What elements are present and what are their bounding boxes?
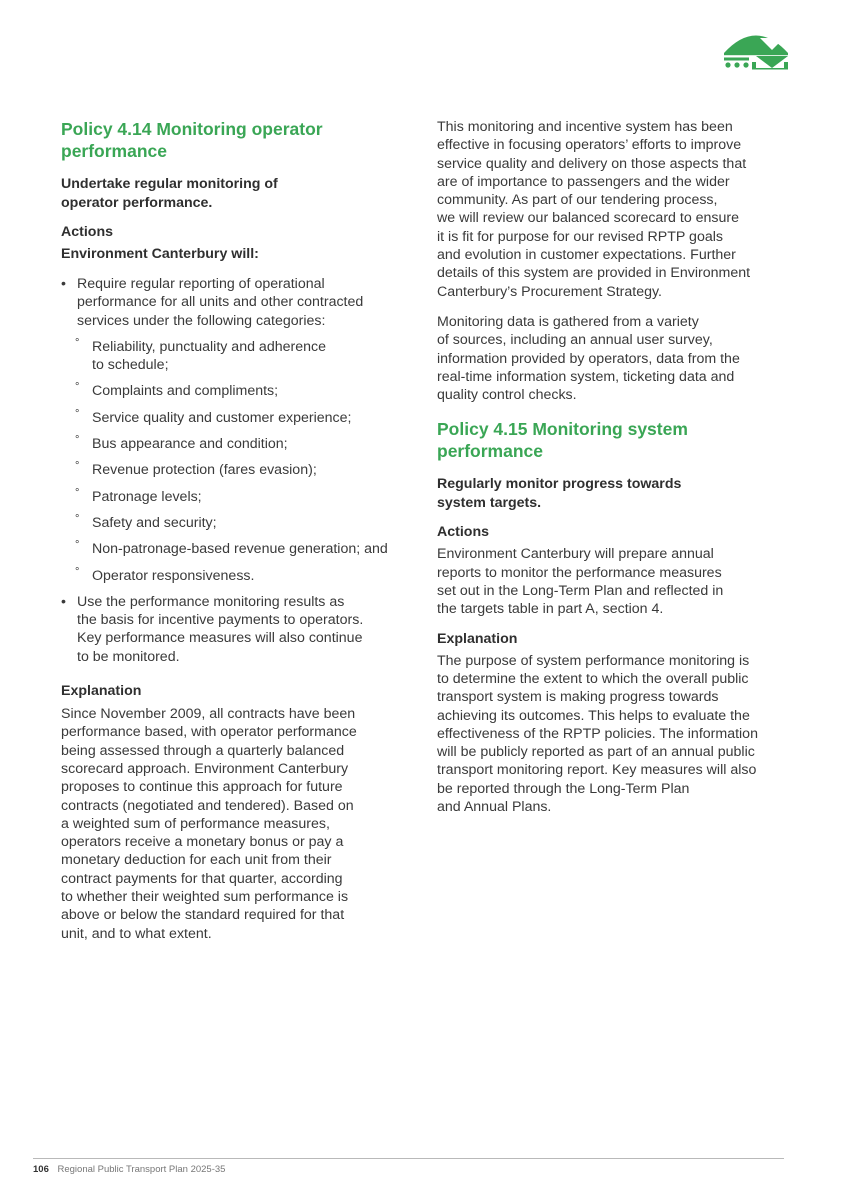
bus-tree-logo-icon <box>722 26 790 70</box>
sub-list-item: ° Reliability, punctuality and adherence to schedule; <box>61 338 406 375</box>
actions-intro: Environment Canterbury will: <box>61 246 259 262</box>
sub-bullet-marker: ° <box>75 336 80 349</box>
sub-list-item: ° Operator responsiveness. <box>61 567 406 585</box>
policy-4-14-heading: Policy 4.14 Monitoring operator performance <box>61 119 323 161</box>
sub-list-item: ° Bus appearance and condition; <box>61 435 406 453</box>
policy-4-15-lead: Regularly monitor progress towards system targets. <box>437 476 682 511</box>
sub-bullet-marker: ° <box>75 460 80 473</box>
policy-4-15-heading: Policy 4.15 Monitoring system performance <box>437 419 688 462</box>
sub-bullet-marker: ° <box>75 486 80 499</box>
sub-bullet-marker: ° <box>75 407 80 420</box>
explanation-heading: Explanation <box>437 630 518 647</box>
footer-divider <box>33 1158 784 1159</box>
actions-paragraph: Environment Canterbury will prepare annual reports to monitor the performance measures set out in the Long-Term Plan and reflected in the targets table in part A, section 4. <box>437 546 724 618</box>
page-number: 106 <box>33 1164 49 1175</box>
sub-list-item: ° Safety and security; <box>61 514 406 532</box>
explanation-paragraph: The purpose of system performance monitoring is to determine the extent to which the overall public transport system is making progress towards achieving its outcomes. This helps to evaluate the effectiveness of the RPTP policies. The information will be publicly reported as part of an annual public transport monitoring report. Key measures will also be reported through the Long-Term Plan and Annual Plans. <box>437 652 758 816</box>
actions-heading: Actions <box>61 224 114 240</box>
incentive-paragraph: This monitoring and incentive system has been effective in focusing operators’ efforts to improve service quality and delivery on those aspects that are of importance to passengers and the wider community. As part of our tendering process, we will review our balanced scorecard to ensure it is fit for purpose for our revised RPTP goals and evolution in customer expectations. Further details of this system are provided in Environment Canterbury’s Procurement Strategy. <box>437 119 751 300</box>
sub-list-item: ° Non-patronage-based revenue generation; and <box>61 540 406 558</box>
sub-bullet-marker: ° <box>75 512 80 525</box>
monitoring-data-paragraph: Monitoring data is gathered from a variety of sources, including an annual user survey, information provided by operators, data from the real-time information system, ticketing data and quality control checks. <box>437 313 740 404</box>
document-title: Regional Public Transport Plan 2025-35 <box>57 1164 226 1175</box>
list-item: • Use the performance monitoring results as the basis for incentive payments to operators. Key performance measures will also continue to be monitored. <box>61 593 364 665</box>
page-footer <box>33 1164 225 1175</box>
policy-4-14-lead: Undertake regular monitoring of operator performance. <box>61 176 278 211</box>
bullet-marker: • <box>61 593 66 610</box>
sub-bullet-marker: ° <box>75 434 80 447</box>
explanation-paragraph: Since November 2009, all contracts have been performance based, with operator performance being assessed through a quarterly balanced scorecard approach. Environment Canterbury proposes to continue this approach for future contracts (negotiated and tendered). Based on a weighted sum of performance measures, operators receive a monetary bonus or pay a monetary deduction for each unit from their contract payments for that quarter, according to whether their weighted sum performance is above or below the standard required for that unit, and to what extent. <box>61 706 357 942</box>
bullet-marker: • <box>61 276 66 292</box>
sub-list-item: ° Revenue protection (fares evasion); <box>61 461 406 479</box>
sub-bullet-marker: ° <box>75 565 80 578</box>
sub-list-item: ° Service quality and customer experience; <box>61 409 406 427</box>
actions-heading: Actions <box>437 524 490 541</box>
sub-bullet-marker: ° <box>75 381 80 394</box>
left-column <box>61 118 406 943</box>
right-column <box>437 118 787 816</box>
sub-list-item: ° Patronage levels; <box>61 488 406 506</box>
list-item: • Require regular reporting of operational performance for all units and other contracted services under the following categories: <box>61 276 364 329</box>
sub-list-item: ° Complaints and compliments; <box>61 382 406 400</box>
explanation-heading: Explanation <box>61 683 142 700</box>
sub-bullet-marker: ° <box>75 539 80 552</box>
